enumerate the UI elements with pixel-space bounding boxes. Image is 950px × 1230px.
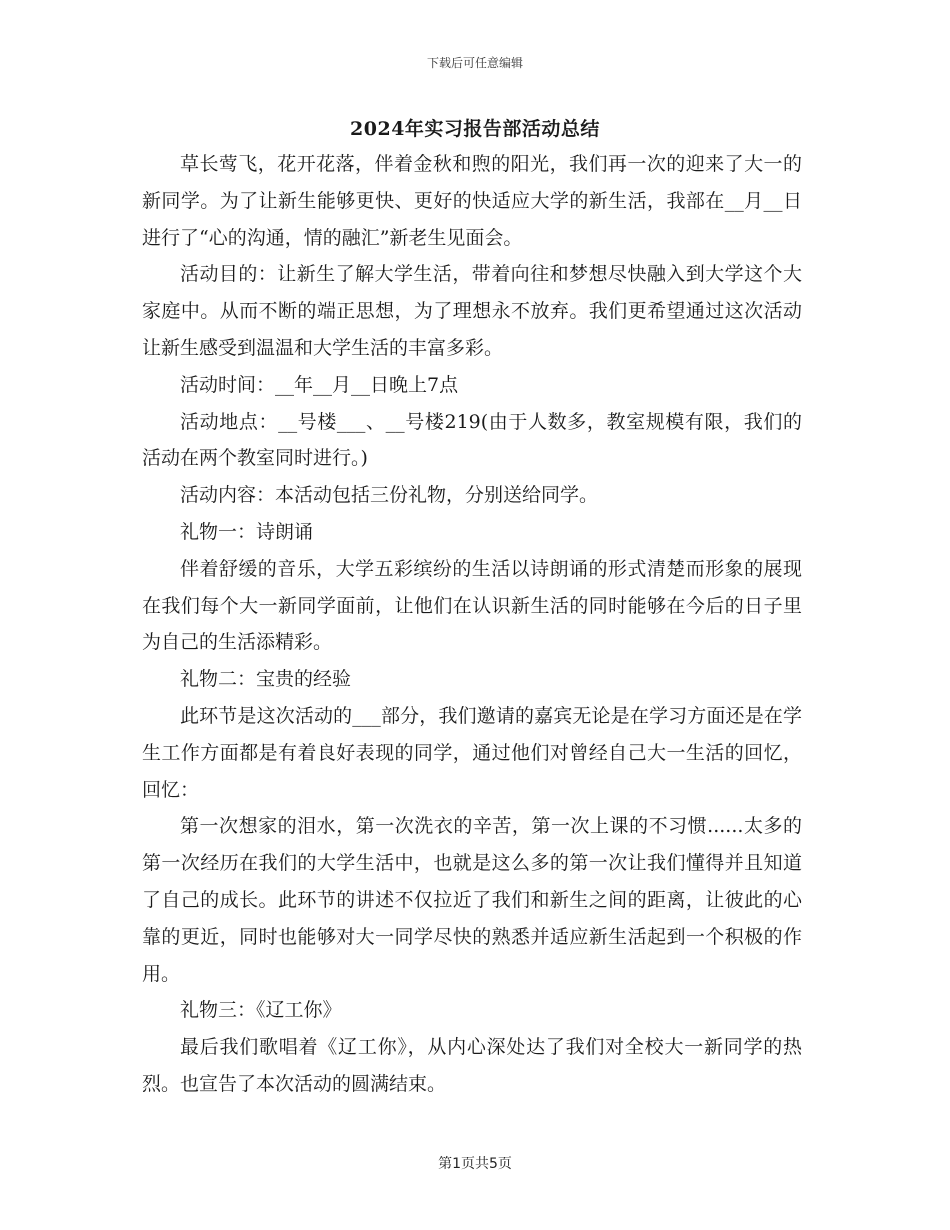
- header-note: 下载后可任意编辑: [426, 56, 523, 70]
- paragraph-gift-two-detail: 第一次想家的泪水，第一次洗衣的辛苦，第一次上课的不习惯......太多的第一次经历在我们的大学生活中，也就是这么多的第一次让我们懂得并且知道了自己的成长。此环节的讲述不仅拉近了我们和新生之间的距离，让彼此的心靠的更近，同时也能够对大一同学尽快的熟悉并适应新生活起到一个积极的作用。: [142, 815, 802, 985]
- document-title: 2024年实习报告部活动总结: [350, 118, 600, 140]
- document-body: [142, 146, 802, 1103]
- page-number: 第1页共5页: [438, 1156, 512, 1172]
- heading-gift-three: 礼物三：《辽工你》: [180, 999, 342, 1022]
- paragraph-gift-two: 此环节是这次活动的___部分，我们邀请的嘉宾无论是在学习方面还是在学生工作方面都是有着良好表现的同学，通过他们对曾经自己大一生活的回忆，回忆：: [142, 704, 802, 801]
- paragraph-gift-three: 最后我们歌唱着《辽工你》，从内心深处达了我们对全校大一新同学的热烈。也宣告了本次活动的圆满结束。: [142, 1036, 802, 1095]
- paragraph-purpose: 活动目的：让新生了解大学生活，带着向往和梦想尽快融入到大学这个大家庭中。从而不断的端正思想，为了理想永不放弃。我们更希望通过这次活动让新生感受到温温和大学生活的丰富多彩。: [142, 263, 802, 359]
- paragraph-time: 活动时间：__年__月__日晚上7点: [180, 373, 459, 396]
- paragraph-location: 活动地点：__号楼___、__号楼219(由于人数多，教室规模有限，我们的活动在两个教室同时进行。): [142, 410, 802, 470]
- heading-gift-one: 礼物一：诗朗诵: [180, 520, 314, 543]
- paragraph-intro: 草长莺飞，花开花落，伴着金秋和煦的阳光，我们再一次的迎来了大一的新同学。为了让新生能够更快、更好的快适应大学的新生活，我部在__月__日进行了“心的沟通，情的融汇”新老生见面会。: [142, 153, 802, 249]
- paragraph-content: 活动内容：本活动包括三份礼物，分别送给同学。: [180, 484, 599, 507]
- paragraph-gift-one: 伴着舒缓的音乐，大学五彩缤纷的生活以诗朗诵的形式清楚而形象的展现在我们每个大一新同学面前，让他们在认识新生活的同时能够在今后的日子里为自己的生活添精彩。: [142, 557, 802, 654]
- heading-gift-two: 礼物二：宝贵的经验: [180, 668, 352, 691]
